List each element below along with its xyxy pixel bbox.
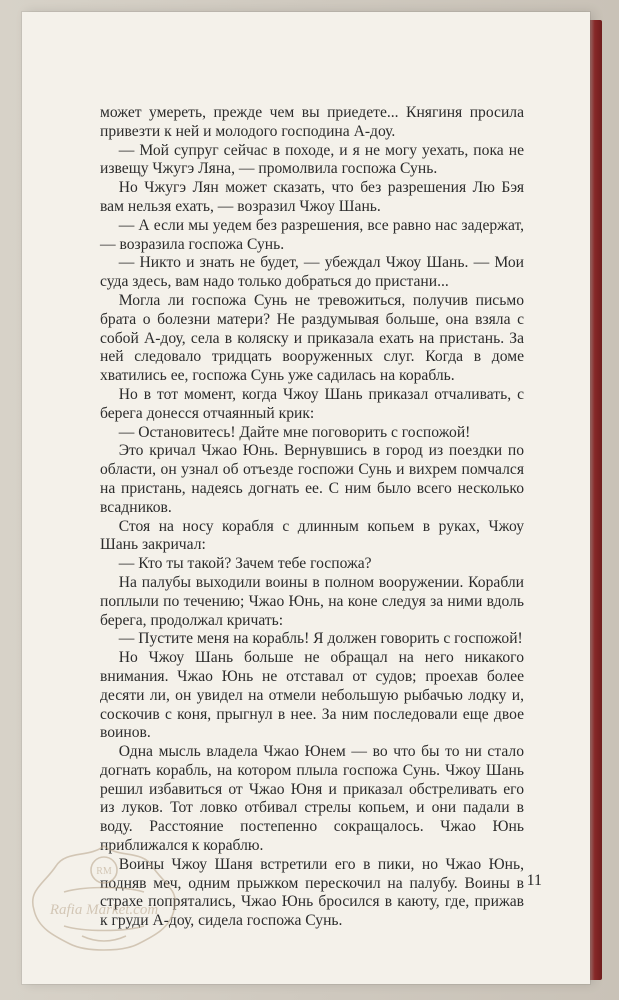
paragraph: Но Чжоу Шань больше не обращал на него никакого внимания. Чжао Юнь не отставал от судов; проехав более десяти ли, он увидел на отмели небольшую рыбачью лодку и, соскочив с коня, прыгнул в нее. За ним последовали еще двое воинов. xyxy=(100,649,524,742)
paragraph: Воины Чжоу Шаня встретили его в пики, но Чжао Юнь, подняв меч, одним прыжком перескочил на палубу. Воины в страхе попрятались, Чжао Юнь бросился в каюту, где, прижав к груди А-доу, сидела госпожа Сунь. xyxy=(100,855,524,930)
watermark-seal-icon xyxy=(24,840,184,960)
book-page xyxy=(22,12,590,984)
paragraph: — Остановитесь! Дайте мне поговорить с госпожой! xyxy=(118,423,471,441)
svg-text:RM: RM xyxy=(96,866,112,877)
paragraph: — А если мы уедем без разрешения, все равно нас задержат, — возразила госпожа Сунь. xyxy=(100,216,524,253)
paragraph: На палубы выходили воины в полном вооружении. Корабли поплыли по течению; Чжао Юнь, на коне следуя за ними вдоль берега, продолжал кричать: xyxy=(100,573,524,629)
paragraph: — Кто ты такой? Зачем тебе госпожа? xyxy=(118,555,372,573)
paragraph: Это кричал Чжао Юнь. Вернувшись в город из поездки по области, он узнал об отъезде госпожи Сунь и вихрем помчался на пристань, надеясь догнать ее. С ним было всего несколько всадников. xyxy=(100,442,524,516)
paragraph: Но Чжугэ Лян может сказать, что без разрешения Лю Бэя вам нельзя ехать, — возразил Чжоу Шань. xyxy=(100,179,524,215)
paragraph: Одна мысль владела Чжао Юнем — во что бы то ни стало догнать корабль, на котором плыла госпожа Сунь. Чжоу Шань решил избавиться от Чжао Юня и приказал обстреливать его из луков. Тот ловко отбивал стрелы копьем, и они падали в воду. Расстояние постепенно сокращалось. Чжао Юнь приближался к кораблю. xyxy=(100,743,524,855)
paragraph: может умереть, прежде чем вы приедете... Княгиня просила привезти к ней и молодого господина А-доу. xyxy=(100,104,524,140)
paragraph: — Пустите меня на корабль! Я должен говорить с госпожой! xyxy=(118,630,523,648)
paragraph: — Никто и знать не будет, — убеждал Чжоу Шань. — Мои суда здесь, вам надо только добраться до пристани... xyxy=(100,254,524,291)
page-number: 11 xyxy=(526,872,542,889)
page-text xyxy=(100,104,524,931)
svg-text:Rafia Market.com: Rafia Market.com xyxy=(49,902,159,918)
paragraph: Могла ли госпожа Сунь не тревожиться, получив письмо брата о болезни матери? Не раздумывая больше, она взяла с собой А-доу, села в коляску и приказала ехать на пристань. За ней следовало тридцать вооруженных слуг. Когда в доме хватились ее, госпожа Сунь уже садилась на корабль. xyxy=(100,291,524,385)
paragraph: Но в тот момент, когда Чжоу Шань приказал отчаливать, с берега донесся отчаянный крик: xyxy=(100,385,524,422)
paragraph: Стоя на носу корабля с длинным копьем в руках, Чжоу Шань закричал: xyxy=(100,517,524,554)
paragraph: — Мой супруг сейчас в походе, и я не могу уехать, пока не извещу Чжугэ Ляна, — промолвила госпожа Сунь. xyxy=(100,141,524,178)
